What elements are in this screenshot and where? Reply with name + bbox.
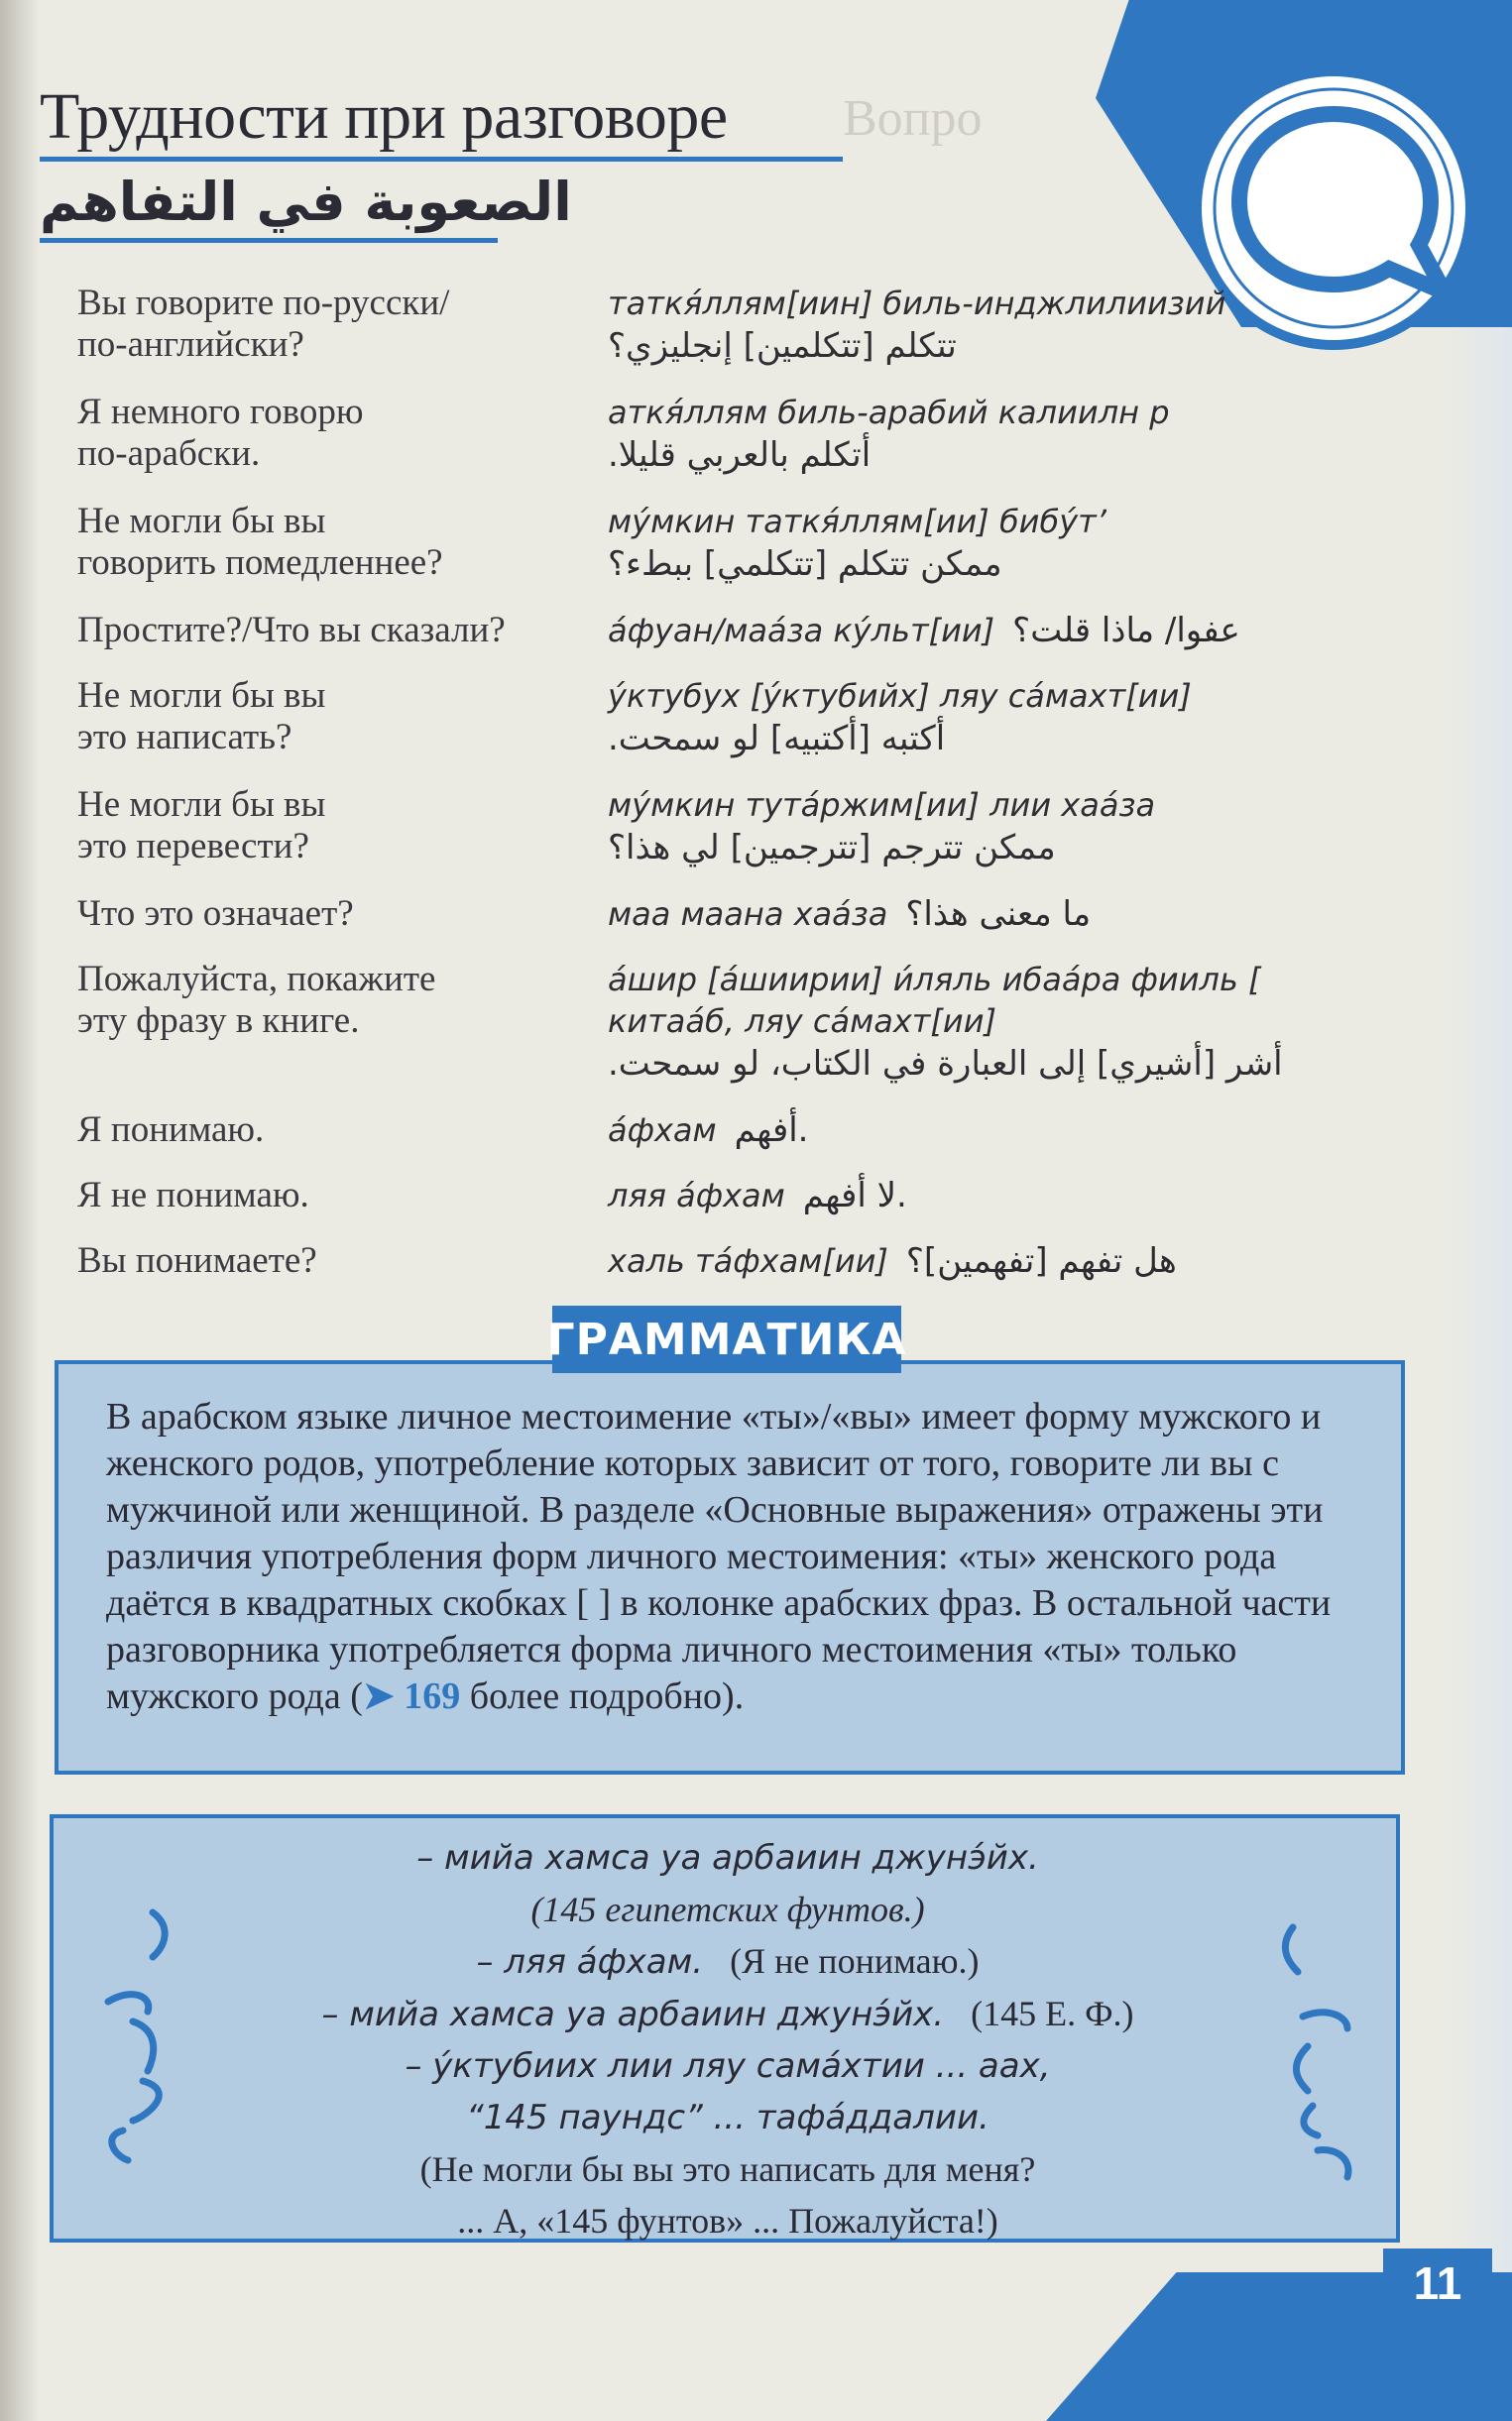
dialog-gloss: (145 Е. Ф.): [971, 1994, 1134, 2033]
phrase-table: [77, 283, 1426, 1306]
arabic-phrase: أتكلم بالعربي قليلا.: [608, 435, 872, 475]
phrase-row: [77, 675, 1426, 760]
dialog-line: [202, 1988, 1253, 2040]
arabic-phrase: ممكن تتكلم [تتكلمي] ببطء؟: [608, 544, 1002, 584]
transliteration: ляя а́фхам: [608, 1177, 785, 1214]
phrase-row: [77, 1109, 1426, 1151]
show-through-text: Вопро: [843, 90, 983, 147]
russian-phrase: Я немного говорю по-арабски.: [77, 392, 364, 474]
right-edge-strip: [1443, 327, 1512, 2290]
transliteration: у́ктубух [у́ктубийх] ляу са́махт[ии]: [608, 677, 1192, 715]
dialog-translit: – ляя а́фхам.: [476, 1942, 704, 1982]
grammar-label: ГРАММАТИКА: [552, 1306, 901, 1373]
phrase-row: [77, 392, 1426, 477]
page-gutter-shadow: [0, 0, 40, 2421]
page-ref-link[interactable]: 169: [404, 1675, 461, 1717]
page-subtitle-arabic: الصعوبة في التفاهم: [40, 171, 572, 233]
russian-phrase: Пожалуйста, покажите эту фразу в книге.: [77, 959, 436, 1041]
transliteration: таткя́ллям[иин] биль-инджлилиизий: [608, 285, 1226, 322]
russian-phrase: Я понимаю.: [77, 1109, 265, 1150]
transliteration: му́мкин тута́ржим[ии] лии хаа́за: [608, 786, 1156, 824]
arabic-phrase: أكتبه [أكتبيه] لو سمحت.: [608, 719, 946, 758]
dialog-line: – у́ктубиих лии ляу сама́хтии ... аах,: [405, 2046, 1051, 2086]
transliteration: маа маана хаа́за: [608, 895, 888, 933]
dialog-line: ... А, «145 фунтов» ... Пожалуйста!): [457, 2201, 998, 2241]
page-number: 11: [1383, 2248, 1492, 2318]
transliteration: а́шир [а́шиирии] и́ляль ибаа́ра фииль [ китаа́б, ляу са́махт[ии]: [608, 961, 1261, 1040]
arabic-phrase: أشر [أشيري] إلى العبارة في الكتاب، لو سمحت.: [608, 1044, 1283, 1084]
russian-phrase: Не могли бы вы говорить помедленнее?: [77, 501, 443, 583]
phrase-row: [77, 959, 1426, 1086]
grammar-text: [106, 1394, 1351, 1720]
dialog-line: [202, 1935, 1253, 1988]
dialog-gloss: (Я не понимаю.): [730, 1941, 980, 1981]
arabic-phrase: تتكلم [تتكلمين] إنجليزي؟: [608, 326, 957, 366]
dialog-line: (145 египетских фунтов.): [530, 1890, 925, 1929]
phrase-row: [77, 1240, 1426, 1282]
page-ref-arrow-icon: ➤: [362, 1675, 405, 1717]
dialog-line: – мийа хамса уа арбаиин джунэ́йх.: [416, 1838, 1039, 1878]
dialog-translit: – мийа хамса уа арбаиин джунэ́йх.: [321, 1995, 945, 2034]
grammar-box: [55, 1360, 1405, 1775]
phrase-row: [77, 893, 1426, 935]
face-profile-left-icon: [93, 1902, 202, 2170]
grammar-text-main: В арабском языке личное местоимение «ты»/«вы» имеет форму мужского и женского родов, употребление которых зависит от того, говорите ли вы с мужчиной или женщиной. В разделе «Основные выражения» отражены эти различия употребления форм личного местоимения: «ты» женского рода даётся в квадратных скобках [ ] в колонке арабских фраз. В остальной части разговорника употребляется форма личного местоимения «ты» только мужского рода (: [106, 1396, 1332, 1717]
russian-phrase: Простите?/Что вы сказали?: [77, 610, 506, 650]
phrase-row: [77, 501, 1426, 586]
transliteration: а́фуан/маа́за ку́льт[ии]: [608, 612, 995, 649]
phrase-row: [77, 1175, 1426, 1216]
transliteration: аткя́ллям биль-арабий калиилн р: [608, 394, 1170, 431]
phrase-row: [77, 784, 1426, 869]
russian-phrase: Я не понимаю.: [77, 1175, 309, 1215]
arabic-phrase: ما معنى هذا؟: [905, 894, 1092, 934]
arabic-phrase: لا أفهم.: [802, 1176, 907, 1215]
arabic-phrase: عفوا/ ماذا قلت؟: [1012, 611, 1240, 650]
title-underline: [40, 157, 843, 162]
arabic-phrase: هل تفهم [تفهمين]؟: [905, 1241, 1177, 1281]
transliteration: халь та́фхам[ии]: [608, 1242, 888, 1280]
page-title: Трудности при разговоре: [40, 80, 728, 153]
russian-phrase: Вы понимаете?: [77, 1240, 317, 1281]
russian-phrase: Вы говорите по-русски/ по-английски?: [77, 283, 450, 365]
russian-phrase: Что это означает?: [77, 893, 354, 934]
russian-phrase: Не могли бы вы это перевести?: [77, 784, 326, 866]
face-profile-right-icon: [1258, 1917, 1367, 2185]
dialog-box: [50, 1814, 1400, 2243]
arabic-phrase: ممكن تترجم [تترجمين] لي هذا؟: [608, 828, 1056, 867]
transliteration: а́фхам: [608, 1111, 717, 1149]
grammar-text-end: более подробно).: [460, 1675, 745, 1717]
dialog-line: (Не могли бы вы это написать для меня?: [419, 2149, 1036, 2189]
arabic-phrase: أفهم.: [734, 1110, 809, 1150]
phrase-row: [77, 610, 1426, 651]
subtitle-underline: [40, 238, 498, 243]
phrase-row: [77, 283, 1426, 368]
transliteration: му́мкин таткя́ллям[ии] бибу́т’: [608, 503, 1106, 540]
dialog-line: “145 паундс” ... тафа́ддалии.: [466, 2098, 989, 2137]
dialog-lines: [202, 1832, 1253, 2247]
russian-phrase: Не могли бы вы это написать?: [77, 675, 326, 757]
